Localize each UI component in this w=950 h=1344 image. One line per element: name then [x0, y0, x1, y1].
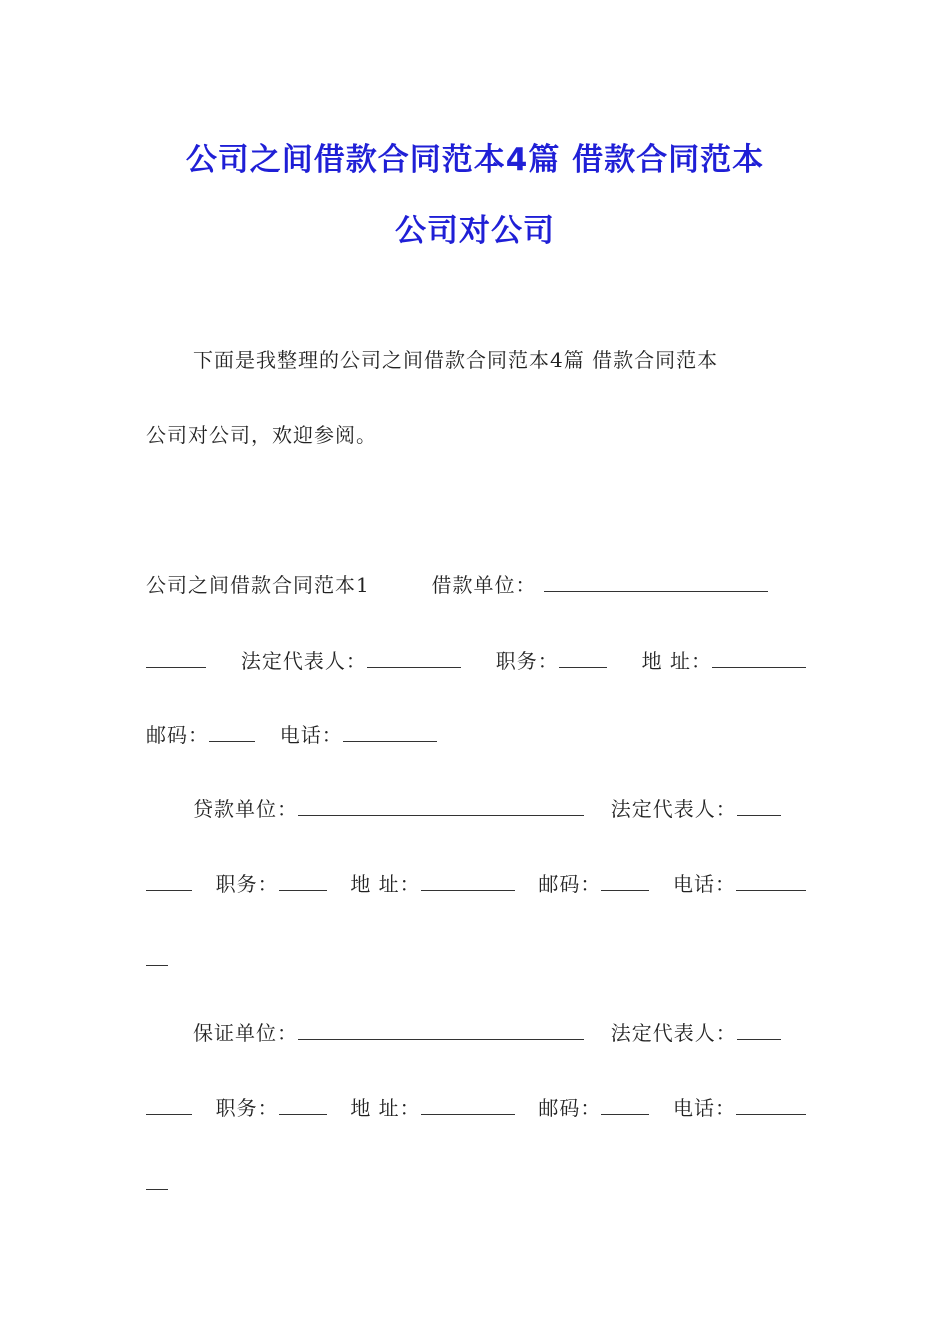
lender-line-2	[146, 868, 806, 898]
guarantor-addr-blank[interactable]	[421, 1092, 515, 1115]
borrower-post-blank[interactable]	[559, 645, 607, 668]
borrower-zip-label: 邮码：	[146, 723, 209, 747]
guarantor-zip-blank[interactable]	[601, 1092, 649, 1115]
lender-unit-label: 贷款单位：	[193, 797, 298, 821]
borrower-unit-blank[interactable]	[544, 569, 768, 592]
lender-zip-blank[interactable]	[601, 868, 649, 891]
borrower-addr-blank[interactable]	[712, 645, 806, 668]
lender-rep-blank[interactable]	[737, 793, 781, 816]
guarantor-line-1	[146, 1017, 806, 1047]
borrower-unit-blank-cont[interactable]	[146, 645, 206, 668]
guarantor-zip-label: 邮码：	[538, 1096, 602, 1120]
lender-tel-label: 电话：	[672, 872, 736, 896]
lender-line-1	[146, 793, 806, 823]
borrower-tel-label: 电话：	[279, 723, 343, 747]
guarantor-rep-blank-cont[interactable]	[146, 1092, 192, 1115]
contract-heading: 公司之间借款合同范本1	[146, 573, 370, 597]
guarantor-rep-label: 法定代表人：	[610, 1021, 737, 1045]
guarantor-rep-blank[interactable]	[737, 1017, 781, 1040]
lender-rep-blank-cont[interactable]	[146, 868, 192, 891]
lender-addr-blank[interactable]	[421, 868, 515, 891]
lender-addr-label: 地 址：	[350, 872, 421, 896]
document-title-line-2: 公司对公司	[395, 213, 555, 249]
guarantor-unit-label: 保证单位：	[193, 1021, 298, 1045]
document-title-line-1: 公司之间借款合同范本4篇 借款合同范本	[185, 142, 765, 178]
guarantor-unit-blank[interactable]	[298, 1017, 584, 1040]
borrower-unit-label: 借款单位：	[431, 573, 537, 597]
guarantor-tel-blank-cont[interactable]	[146, 1167, 168, 1190]
borrower-zip-blank[interactable]	[209, 719, 255, 742]
lender-post-label: 职务：	[215, 872, 279, 896]
borrower-addr-label: 地 址：	[641, 649, 712, 673]
guarantor-post-label: 职务：	[215, 1096, 279, 1120]
borrower-rep-blank[interactable]	[367, 645, 461, 668]
lender-rep-label: 法定代表人：	[610, 797, 737, 821]
borrower-tel-blank[interactable]	[343, 719, 437, 742]
lender-unit-blank[interactable]	[298, 793, 584, 816]
lender-tel-blank[interactable]	[736, 868, 806, 891]
guarantor-tel-label: 电话：	[672, 1096, 736, 1120]
borrower-rep-label: 法定代表人：	[240, 649, 367, 673]
guarantor-line-3	[146, 1167, 806, 1197]
lender-tel-blank-cont[interactable]	[146, 943, 168, 966]
guarantor-addr-label: 地 址：	[350, 1096, 421, 1120]
guarantor-tel-blank[interactable]	[736, 1092, 806, 1115]
borrower-line-1	[146, 569, 806, 599]
guarantor-line-2	[146, 1092, 806, 1122]
borrower-line-3	[146, 719, 806, 749]
lender-post-blank[interactable]	[279, 868, 327, 891]
guarantor-post-blank[interactable]	[279, 1092, 327, 1115]
intro-line-1: 下面是我整理的公司之间借款合同范本4篇 借款合同范本	[193, 348, 719, 372]
borrower-post-label: 职务：	[495, 649, 559, 673]
lender-line-3	[146, 943, 806, 973]
lender-zip-label: 邮码：	[538, 872, 602, 896]
intro-line-2: 公司对公司，欢迎参阅。	[146, 423, 377, 447]
borrower-line-2	[146, 645, 806, 675]
